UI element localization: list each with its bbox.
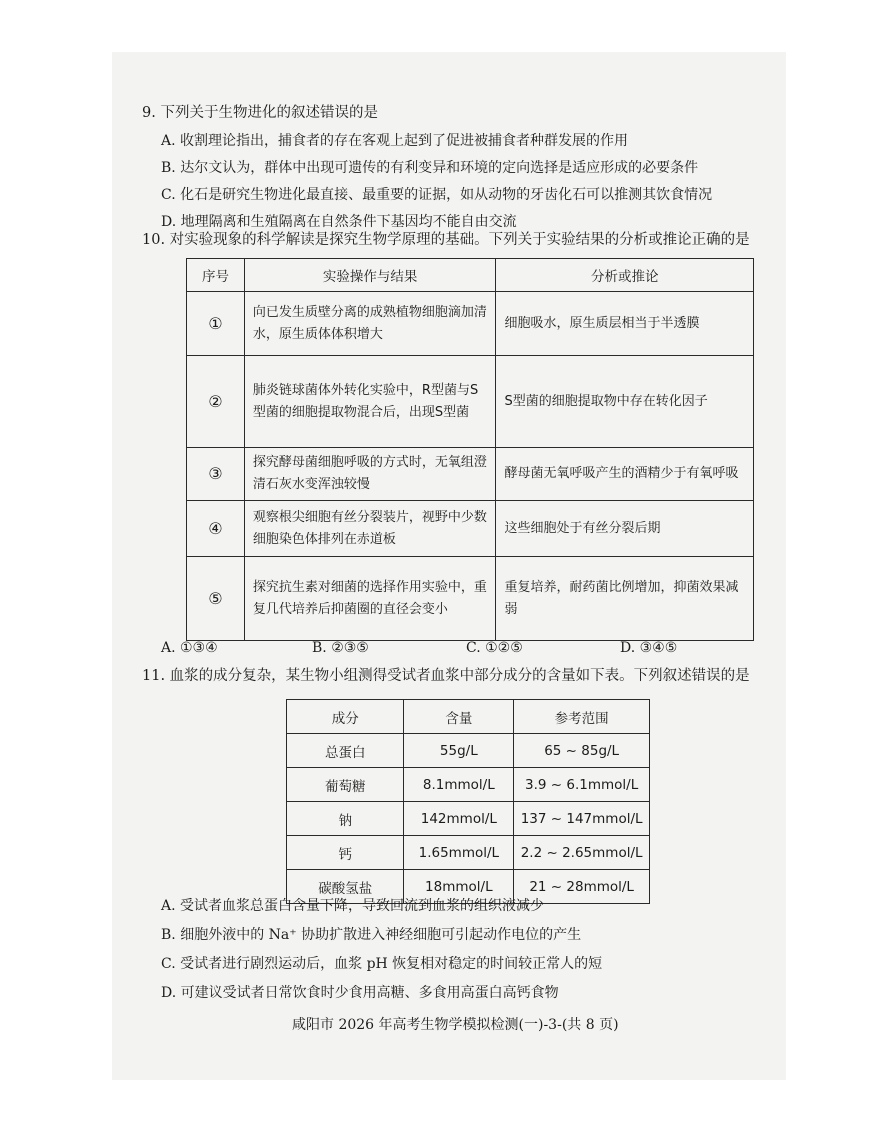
question-9-stem: 9. 下列关于生物进化的叙述错误的是 <box>142 105 378 121</box>
question-11-option-d: D. 可建议受试者日常饮食时少食用高糖、多食用高蛋白高钙食物 <box>161 985 559 1001</box>
component-range: 137 ~ 147mmol/L <box>514 802 650 836</box>
row-analysis: 重复培养，耐药菌比例增加，抑菌效果减弱 <box>496 557 754 641</box>
header-reference: 参考范围 <box>514 700 650 734</box>
component-range: 2.2 ~ 2.65mmol/L <box>514 836 650 870</box>
table-row <box>187 557 754 641</box>
header-component: 成分 <box>287 700 404 734</box>
component-name: 葡萄糖 <box>287 768 404 802</box>
component-value: 8.1mmol/L <box>404 768 514 802</box>
table-row <box>287 768 650 802</box>
plasma-table <box>286 699 650 904</box>
question-10-choice-b: B. ②③⑤ <box>312 640 369 656</box>
experiment-table <box>186 258 754 641</box>
question-11-option-c: C. 受试者进行剧烈运动后，血浆 pH 恢复相对稳定的时间较正常人的短 <box>161 956 603 972</box>
component-value: 18mmol/L <box>404 870 514 904</box>
question-11-option-a: A. 受试者血浆总蛋白含量下降，导致回流到血浆的组织液减少 <box>161 898 545 914</box>
question-10-choice-d: D. ③④⑤ <box>620 640 678 656</box>
table-row <box>287 734 650 768</box>
row-operation: 观察根尖细胞有丝分裂装片，视野中少数细胞染色体排列在赤道板 <box>244 501 496 557</box>
header-index: 序号 <box>187 259 245 292</box>
row-analysis: 细胞吸水，原生质层相当于半透膜 <box>496 292 754 356</box>
table-row <box>187 292 754 356</box>
question-11-option-b: B. 细胞外液中的 Na⁺ 协助扩散进入神经细胞可引起动作电位的产生 <box>161 927 582 943</box>
row-analysis: 酵母菌无氧呼吸产生的酒精少于有氧呼吸 <box>496 448 754 501</box>
row-number: ④ <box>187 501 245 557</box>
table-row <box>187 356 754 448</box>
component-name: 总蛋白 <box>287 734 404 768</box>
header-analysis: 分析或推论 <box>496 259 754 292</box>
header-content: 含量 <box>404 700 514 734</box>
component-value: 55g/L <box>404 734 514 768</box>
plasma-table-header <box>287 700 650 734</box>
component-name: 碳酸氢盐 <box>287 870 404 904</box>
component-name: 钙 <box>287 836 404 870</box>
component-range: 65 ~ 85g/L <box>514 734 650 768</box>
table-row <box>287 836 650 870</box>
component-value: 1.65mmol/L <box>404 836 514 870</box>
question-10-stem: 10. 对实验现象的科学解读是探究生物学原理的基础。下列关于实验结果的分析或推论正确的是 <box>142 232 750 248</box>
row-operation: 肺炎链球菌体外转化实验中，R型菌与S型菌的细胞提取物混合后，出现S型菌 <box>244 356 496 448</box>
row-number: ② <box>187 356 245 448</box>
row-operation: 向已发生质壁分离的成熟植物细胞滴加清水，原生质体体积增大 <box>244 292 496 356</box>
question-9-option-c: C. 化石是研究生物进化最直接、最重要的证据，如从动物的牙齿化石可以推测其饮食情况 <box>161 187 713 203</box>
question-9-option-b: B. 达尔文认为，群体中出现可遗传的有利变异和环境的定向选择是适应形成的必要条件 <box>161 160 699 176</box>
question-10-choice-a: A. ①③④ <box>161 640 218 656</box>
question-11-stem: 11. 血浆的成分复杂，某生物小组测得受试者血浆中部分成分的含量如下表。下列叙述错误的是 <box>142 668 750 684</box>
question-9-option-a: A. 收割理论指出，捕食者的存在客观上起到了促进被捕食者种群发展的作用 <box>161 133 629 149</box>
header-operation: 实验操作与结果 <box>244 259 496 292</box>
row-operation: 探究抗生素对细菌的选择作用实验中，重复几代培养后抑菌圈的直径会变小 <box>244 557 496 641</box>
table-row <box>187 501 754 557</box>
row-operation: 探究酵母菌细胞呼吸的方式时，无氧组澄清石灰水变浑浊较慢 <box>244 448 496 501</box>
row-number: ⑤ <box>187 557 245 641</box>
component-name: 钠 <box>287 802 404 836</box>
component-value: 142mmol/L <box>404 802 514 836</box>
row-analysis: 这些细胞处于有丝分裂后期 <box>496 501 754 557</box>
table-row <box>187 448 754 501</box>
component-range: 21 ~ 28mmol/L <box>514 870 650 904</box>
component-range: 3.9 ~ 6.1mmol/L <box>514 768 650 802</box>
row-number: ③ <box>187 448 245 501</box>
experiment-table-header <box>187 259 754 292</box>
page-footer: 咸阳市 2026 年高考生物学模拟检测(一)-3-(共 8 页) <box>292 1017 619 1033</box>
question-9-option-d: D. 地理隔离和生殖隔离在自然条件下基因均不能自由交流 <box>161 214 517 230</box>
table-row <box>287 802 650 836</box>
row-analysis: S型菌的细胞提取物中存在转化因子 <box>496 356 754 448</box>
row-number: ① <box>187 292 245 356</box>
question-10-choice-c: C. ①②⑤ <box>466 640 523 656</box>
